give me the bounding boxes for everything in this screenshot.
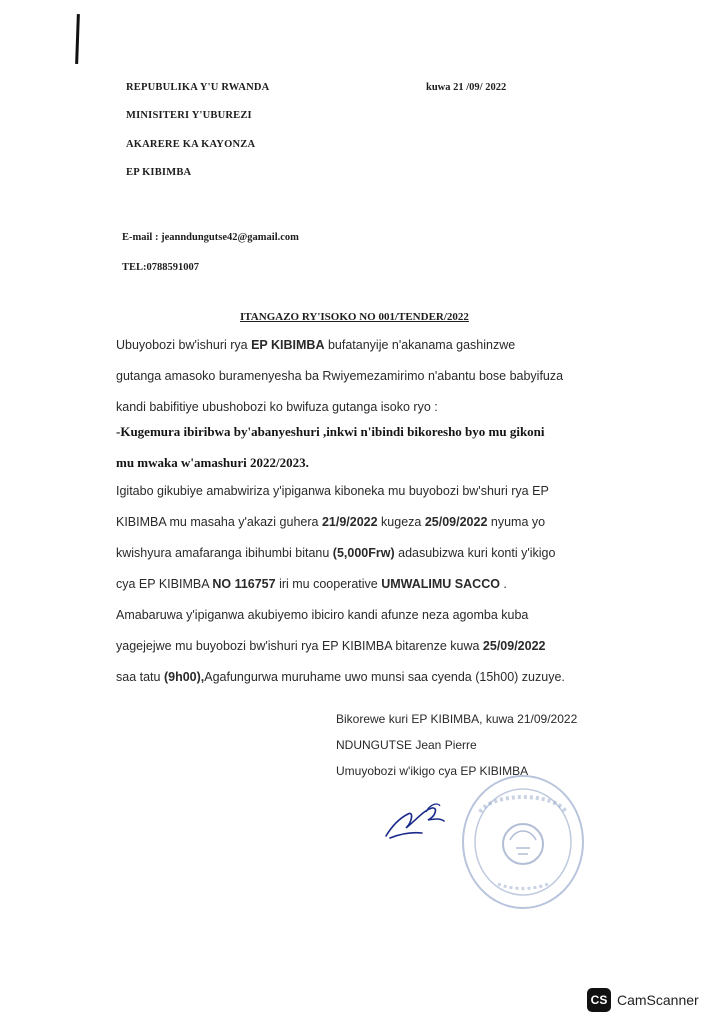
margin-pen-mark <box>75 14 80 64</box>
details-line-1: Igitabo gikubiye amabwiriza y'ipiganwa kiboneka mu buyobozi bw'shuri rya EP <box>116 484 549 498</box>
camscanner-watermark <box>587 988 699 1012</box>
details-paragraph <box>116 476 636 693</box>
contact-phone: TEL:0788591007 <box>122 262 200 273</box>
header-republic: REPUBULIKA Y'U RWANDA <box>126 82 270 93</box>
details-line-6: yagejejwe mu buyobozi bw'ishuri rya EP KIBIMBA bitarenze kuwa 25/09/2022 <box>116 639 546 653</box>
intro-line-2: gutanga amasoko buramenyesha ba Rwiyemezamirimo n'abantu bose babyifuza <box>116 369 564 383</box>
details-line-7: saa tatu (9h00),Agafungurwa muruhame uwo munsi saa cyenda (15h00) zuzuye. <box>116 670 565 684</box>
camscanner-logo-icon: CS <box>587 988 611 1012</box>
letter-date: kuwa 21 /09/ 2022 <box>426 82 507 93</box>
contact-email: E-mail : jeanndungutse42@gamail.com <box>122 232 299 243</box>
signatory-name: NDUNGUTSE Jean Pierre <box>336 738 477 752</box>
details-line-3: kwishyura amafaranga ibihumbi bitanu (5,000Frw) adasubizwa kuri konti y'ikigo <box>116 546 556 560</box>
intro-paragraph <box>116 330 636 423</box>
official-stamp <box>458 772 588 912</box>
camscanner-label: CamScanner <box>617 992 699 1008</box>
subject-line-1: -Kugemura ibiribwa by'abanyeshuri ,inkwi n'ibindi bikoresho byo mu gikoni <box>116 424 545 439</box>
intro-line-3: kandi babifitiye ubushobozi ko bwifuza gutanga isoko ryo : <box>116 400 438 414</box>
handwritten-signature <box>382 800 452 845</box>
intro-line-1: Ubuyobozi bw'ishuri rya EP KIBIMBA bufatanyije n'akanama gashinzwe <box>116 338 516 352</box>
subject-line-2: mu mwaka w'amashuri 2022/2023. <box>116 455 309 470</box>
notice-title: ITANGAZO RY'ISOKO NO 001/TENDER/2022 <box>240 311 469 323</box>
tender-subject <box>116 416 636 478</box>
header-school: EP KIBIMBA <box>126 167 192 178</box>
details-line-5: Amabaruwa y'ipiganwa akubiyemo ibiciro kandi afunze neza agomba kuba <box>116 608 529 622</box>
header-ministry: MINISITERI Y'UBUREZI <box>126 110 252 121</box>
header-district: AKARERE KA KAYONZA <box>126 139 256 150</box>
details-line-4: cya EP KIBIMBA NO 116757 iri mu cooperative UMWALIMU SACCO . <box>116 577 507 591</box>
signed-at-line: Bikorewe kuri EP KIBIMBA, kuwa 21/09/2022 <box>336 712 578 726</box>
details-line-2: KIBIMBA mu masaha y'akazi guhera 21/9/2022 kugeza 25/09/2022 nyuma yo <box>116 515 546 529</box>
signatory-title: Umuyobozi w'ikigo cya EP KIBIMBA <box>336 764 529 778</box>
